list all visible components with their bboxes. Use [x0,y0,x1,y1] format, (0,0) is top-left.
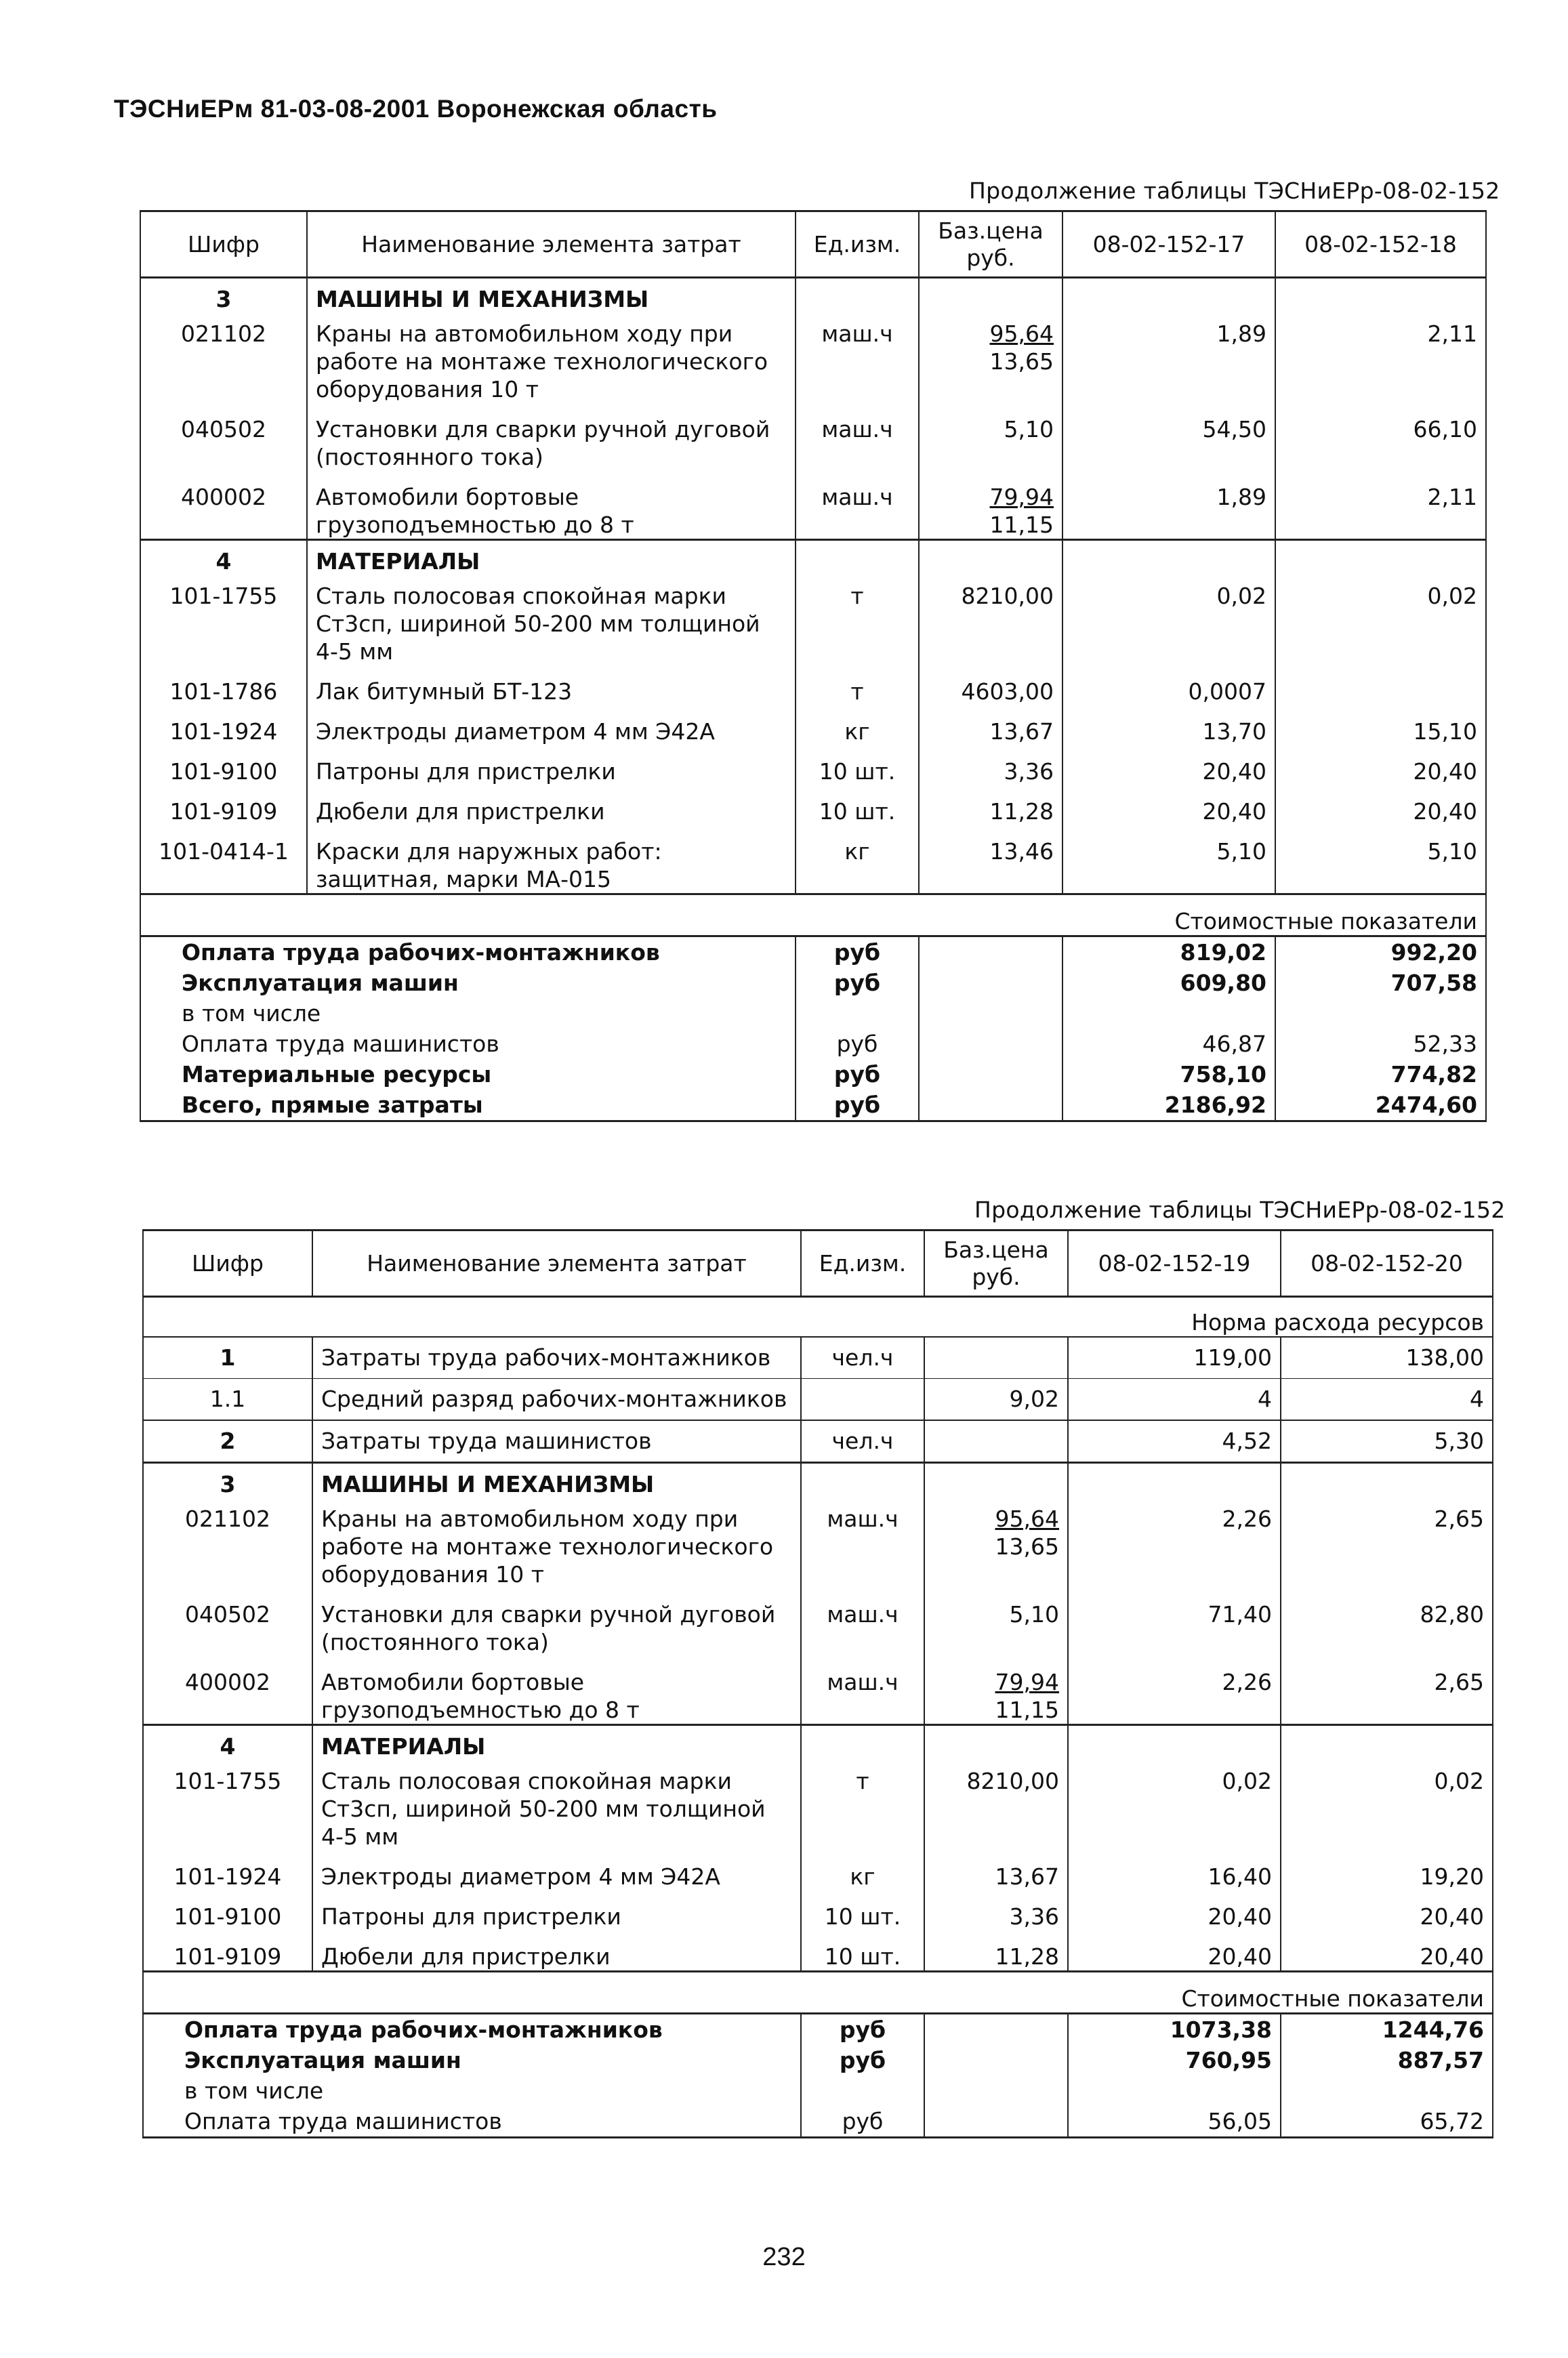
table-row: 101-9109 Дюбели для пристрелки 10 шт. 11,28 20,40 20,40 [143,1930,1493,1972]
cost-row: Оплата труда рабочих-монтажников руб 1073,38 1244,76 [143,2014,1493,2046]
section-row: 3 МАШИНЫ И МЕХАНИЗМЫ [140,278,1486,314]
cost-row: в том числе [143,2075,1493,2106]
table-row: 021102 Краны на автомобильном ходу при работе на монтаже технологического оборудования 10 т маш.ч 95,64 13,65 2,26 2,65 [143,1498,1493,1588]
cost-row: Эксплуатация машин руб 609,80 707,58 [140,968,1486,998]
header-price: Баз.цена руб. [924,1230,1068,1297]
cost-title-row: Стоимостные показатели [143,1972,1493,2014]
page-number: 232 [762,2243,806,2271]
table-row: 2 Затраты труда машинистов чел.ч 4,52 5,30 [143,1420,1493,1463]
cost-row: Материальные ресурсы руб 758,10 774,82 [140,1059,1486,1090]
table-row: 1.1 Средний разряд рабочих-монтажников 9,02 4 4 [143,1379,1493,1421]
cost-title-row: Стоимостные показатели [140,894,1486,936]
table-header-row [143,1230,1493,1297]
table-row: 021102 Краны на автомобильном ходу при работе на монтаже технологического оборудования 10 т маш.ч 95,64 13,65 1,89 2,11 [140,313,1486,403]
cost-row: Оплата труда машинистов руб 46,87 52,33 [140,1029,1486,1059]
resource-table-1 [140,210,1487,1122]
table-row: 400002 Автомобили бортовые грузоподъемностью до 8 т маш.ч 79,94 11,15 1,89 2,11 [140,471,1486,540]
table-row: 101-9100 Патроны для пристрелки 10 шт. 3,36 20,40 20,40 [143,1890,1493,1930]
table-row: 101-1755 Сталь полосовая спокойная марки Ст3сп, шириной 50-200 мм толщиной 4-5 мм т 8210,00 0,02 0,02 [140,575,1486,665]
header-price: Баз.цена руб. [919,211,1062,278]
section-row: 4 МАТЕРИАЛЫ [143,1725,1493,1761]
cost-row: Эксплуатация машин руб 760,95 887,57 [143,2045,1493,2075]
cost-row: Оплата труда машинистов руб 56,05 65,72 [143,2106,1493,2138]
norm-title-row: Норма расхода ресурсов [143,1297,1493,1338]
header-col-1: 08-02-152-19 [1068,1230,1281,1297]
document-header: ТЭСНиЕРм 81-03-08-2001 Воронежская область [114,95,718,123]
table-row: 1 Затраты труда рабочих-монтажников чел.ч 119,00 138,00 [143,1337,1493,1379]
table-row: 040502 Установки для сварки ручной дуговой (постоянного тока) маш.ч 5,10 54,50 66,10 [140,403,1486,471]
table-row: 101-0414-1 Краски для наружных работ: защитная, марки МА-015 кг 13,46 5,10 5,10 [140,825,1486,894]
header-unit: Ед.изм. [801,1230,924,1297]
table-row: 101-1924 Электроды диаметром 4 мм Э42А кг 13,67 13,70 15,10 [140,705,1486,745]
header-code: Шифр [140,211,307,278]
cost-row: Всего, прямые затраты руб 2186,92 2474,60 [140,1090,1486,1121]
table-row: 040502 Установки для сварки ручной дуговой (постоянного тока) маш.ч 5,10 71,40 82,80 [143,1588,1493,1656]
section-row: 4 МАТЕРИАЛЫ [140,540,1486,576]
resource-table-2 [142,1229,1493,2138]
table-continuation-label: Продолжение таблицы ТЭСНиЕРр-08-02-152 [969,178,1500,204]
header-col-2: 08-02-152-18 [1275,211,1486,278]
table-row: 101-1786 Лак битумный БТ-123 т 4603,00 0,0007 [140,665,1486,705]
header-name: Наименование элемента затрат [307,211,796,278]
header-col-2: 08-02-152-20 [1281,1230,1493,1297]
cost-row: Оплата труда рабочих-монтажников руб 819,02 992,20 [140,936,1486,968]
table-row: 101-1924 Электроды диаметром 4 мм Э42А кг 13,67 16,40 19,20 [143,1850,1493,1890]
header-code: Шифр [143,1230,312,1297]
table-header-row [140,211,1486,278]
table-row: 101-1755 Сталь полосовая спокойная марки Ст3сп, шириной 50-200 мм толщиной 4-5 мм т 8210,00 0,02 0,02 [143,1760,1493,1850]
header-col-1: 08-02-152-17 [1062,211,1275,278]
table-continuation-label: Продолжение таблицы ТЭСНиЕРр-08-02-152 [974,1197,1506,1223]
table-row: 101-9100 Патроны для пристрелки 10 шт. 3,36 20,40 20,40 [140,745,1486,785]
table-row: 101-9109 Дюбели для пристрелки 10 шт. 11,28 20,40 20,40 [140,785,1486,825]
section-row: 3 МАШИНЫ И МЕХАНИЗМЫ [143,1463,1493,1499]
header-name: Наименование элемента затрат [312,1230,801,1297]
header-unit: Ед.изм. [796,211,919,278]
cost-row: в том числе [140,998,1486,1029]
table-row: 400002 Автомобили бортовые грузоподъемностью до 8 т маш.ч 79,94 11,15 2,26 2,65 [143,1656,1493,1725]
